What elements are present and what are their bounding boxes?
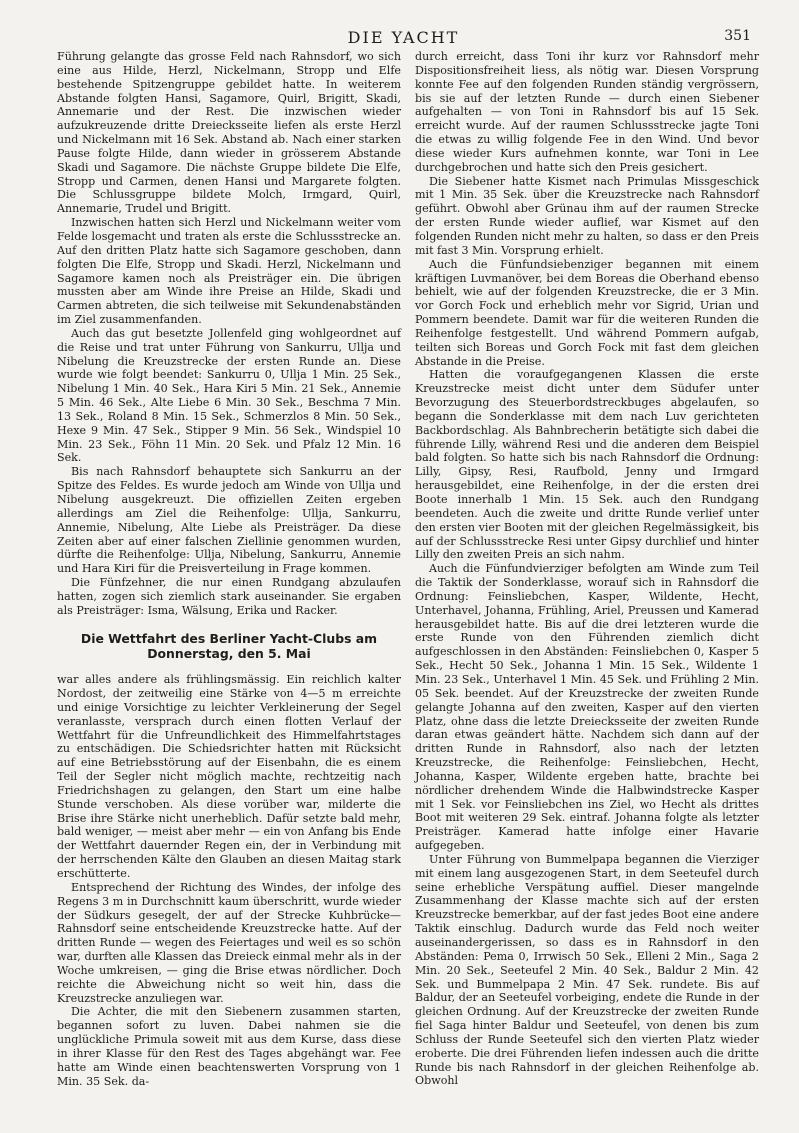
paragraph: war alles andere als frühlingsmässig. Ein reichlich kalter Nordost, der zeitweilig eine Stärke von 4—5 m erreichte und einige Vorsichtige zu leichter Verkleinerung der Segel veranlasste, versprach durch einen flotten Verlauf der Wettfahrt für die Unfreundlichkeit des Himmelfahrtstages zu entschädigen. Die Schiedsrichter hatten mit Rücksicht auf eine Betriebsstörung auf der Eisenbahn, die es einem Teil der Segler nicht möglich machte, rechtzeitig nach Friedrichshagen zu gelangen, den Start um eine halbe Stunde verschoben. Als diese vorüber war, milderte die Brise ihre Stärke nicht unerheblich. Dafür setzte bald mehr, bald weniger, — meist aber mehr — ein von Anfang bis Ende der Wettfahrt dauernder Regen ein, der in Verbindung mit der herrschenden Kälte den Glauben an diesen Maitag stark erschütterte. <box>57 673 401 880</box>
paragraph: durch erreicht, dass Toni ihr kurz vor Rahnsdorf mehr Dispositionsfreiheit liess, als nötig war. Diesen Vorsprung konnte Fee auf den folgenden Runden ständig vergrössern, bis sie auf der letzten Runde — durch einen Siebener aufgehalten — von Toni in Rahnsdorf bis auf 15 Sek. erreicht wurde. Auf der raumen Schlussstrecke jagte Toni die etwas zu willig folgende Fee in den Wind. Und bevor diese wieder Kurs aufnehmen konnte, war Toni in Lee durchgebrochen und hatte sich den Preis gesichert. <box>415 50 759 174</box>
paragraph: Auch das gut besetzte Jollenfeld ging wohlgeordnet auf die Reise und trat unter Führung von Sankurru, Ullja und Nibelung die Kreuzstrecke der ersten Runde an. Diese wurde wie folgt beendet: Sankurru 0, Ullja 1 Min. 25 Sek., Nibelung 1 Min. 40 Sek., Hara Kiri 5 Min. 21 Sek., Annemie 5 Min. 46 Sek., Alte Liebe 6 Min. 30 Sek., Beschma 7 Min. 13 Sek., Roland 8 Min. 15 Sek., Schmerzlos 8 Min. 50 Sek., Hexe 9 Min. 47 Sek., Stipper 9 Min. 56 Sek., Windspiel 10 Min. 23 Sek., Föhn 11 Min. 20 Sek. und Pfalz 12 Min. 16 Sek. <box>57 326 401 465</box>
right-column <box>415 50 759 1088</box>
paragraph: Die Achter, die mit den Siebenern zusammen starten, begannen sofort zu luven. Dabei nahmen sie die unglückliche Primula soweit mit aus dem Kurse, dass diese in ihrer Klasse für den Rest des Tages abgehängt war. Fee hatte am Winde einen beachtenswerten Vorsprung von 1 Min. 35 Sek. da- <box>57 1005 401 1088</box>
running-title: DIE YACHT <box>347 28 460 47</box>
page-number: 351 <box>724 28 751 44</box>
paragraph: Auch die Fünfundsiebenziger begannen mit einem kräftigen Luvmanöver, bei dem Boreas die Oberhand ebenso behielt, wie auf der folgenden Kreuzstrecke, die er 3 Min. vor Gorch Fock und erheblich mehr vor Sigrid, Urian und Pommern beendete. Damit war für die weiteren Runden die Reihenfolge festgestellt. Und während Pommern aufgab, teilten sich Boreas und Gorch Fock mit fast dem gleichen Abstande in die Preise. <box>415 257 759 368</box>
paragraph: Die Siebener hatte Kismet nach Primulas Missgeschick mit 1 Min. 35 Sek. über die Kreuzstrecke nach Rahnsdorf geführt. Obwohl aber Grünau ihm auf der raumen Strecke der ersten Runde wieder auflief, war Kismet auf den folgenden Runden nicht mehr zu halten, so dass er den Preis mit fast 3 Min. Vorsprung erhielt. <box>415 174 759 257</box>
paragraph: Hatten die voraufgegangenen Klassen die erste Kreuzstrecke meist dicht unter dem Südufer unter Bevorzugung des Steuerbordstreckbuges abgelaufen, so begann die Sonderklasse mit dem nach Luv gerichteten Backbordschlag. Als Bahnbrecherin betätigte sich dabei die führende Lilly, während Resi und die anderen dem Beispiel bald folgten. So hatte sich bis nach Rahnsdorf die Ordnung: Lilly, Gipsy, Resi, Raufbold, Jenny und Irmgard herausgebildet, eine Reihenfolge, in der die ersten drei Boote innerhalb 1 Min. 15 Sek. auch den Rundgang beendeten. Auch die zweite und dritte Runde verlief unter den ersten vier Booten mit der gleichen Regelmässigkeit, bis auf der Schlussstrecke Resi unter Gipsy durchlief und hinter Lilly den zweiten Preis an sich nahm. <box>415 368 759 562</box>
paragraph: Entsprechend der Richtung des Windes, der infolge des Regens 3 m in Durchschnitt kaum überschritt, wurde wieder der Südkurs gesegelt, der auf der Strecke Kuhbrücke—Rahnsdorf seine entscheidende Kreuzstrecke hatte. Auf der dritten Runde — wegen des Feiertages und weil es so schön war, durften alle Klassen das Dreieck einmal mehr als in der Woche umkreisen, — ging die Brise etwas nördlicher. Doch reichte die Abweichung nicht so weit hin, dass die Kreuzstrecke anzuliegen war. <box>57 880 401 1005</box>
paragraph: Führung gelangte das grosse Feld nach Rahnsdorf, wo sich eine aus Hilde, Herzl, Nickelmann, Stropp und Elfe bestehende Spitzengruppe gebildet hatte. In weiterem Abstande folgten Hansi, Sagamore, Quirl, Brigitt, Skadi, Annemarie und der Rest. Die inzwischen wieder aufzukreuzende dritte Dreiecksseite liefen als erste Herzl und Nickelmann mit 16 Sek. Abstand ab. Nach einer starken Pause folgte Hilde, dann wieder in grösserem Abstande Skadi und Sagamore. Die nächste Gruppe bildete Die Elfe, Stropp und Carmen, denen Hansi und Margarete folgten. Die Schlussgruppe bildete Molch, Irmgard, Quirl, Annemarie, Trudel und Brigitt. <box>57 50 401 216</box>
paragraph: Bis nach Rahnsdorf behauptete sich Sankurru an der Spitze des Feldes. Es wurde jedoch am Winde von Ullja und Nibelung ausgekreuzt. Die offiziellen Zeiten ergeben allerdings am Ziel die Reihenfolge: Ullja, Sankurru, Annemie, Nibelung, Alte Liebe als Preisträger. Da diese Zeiten aber auf einer falschen Ziellinie genommen wurden, dürfte die Reihenfolge: Ullja, Nibelung, Sankurru, Annemie und Hara Kiri für die Preisverteilung in Frage kommen. <box>57 465 401 576</box>
section-heading: Die Wettfahrt des Berliner Yacht-Clubs am Donnerstag, den 5. Mai <box>80 630 378 662</box>
paragraph: Die Fünfzehner, die nur einen Rundgang abzulaufen hatten, zogen sich ziemlich stark auseinander. Sie ergaben als Preisträger: Isma, Wälsung, Erika und Racker. <box>57 576 401 617</box>
paragraph: Unter Führung von Bummelpapa begannen die Vierziger mit einem lang ausgezogenen Start, in dem Seeteufel durch seine erhebliche Verspätung auffiel. Dieser mangelnde Zusammenhang der Klasse machte sich auf der ersten Kreuzstrecke bemerkbar, auf der fast jedes Boot eine andere Taktik einschlug. Dadurch wurde das Feld noch weiter auseinandergerissen, so dass es in Rahnsdorf in den Abständen: Pema 0, Irrwisch 50 Sek., Elleni 2 Min., Saga 2 Min. 20 Sek., Seeteufel 2 Min. 40 Sek., Baldur 2 Min. 42 Sek. und Bummelpapa 2 Min. 47 Sek. rundete. Bis auf Baldur, der an Seeteufel vorbeiging, endete die Runde in der gleichen Ordnung. Auf der Kreuzstrecke der zweiten Runde fiel Saga hinter Baldur und Seeteufel, von denen bis zum Schluss der Runde Seeteufel sich den vierten Platz wieder eroberte. Die drei Führenden liefen indessen auch die dritte Runde bis nach Rahnsdorf in der gleichen Reihenfolge ab. Obwohl <box>415 852 759 1088</box>
paragraph: Inzwischen hatten sich Herzl und Nickelmann weiter vom Felde losgemacht und traten als erste die Schlussstrecke an. Auf den dritten Platz hatte sich Sagamore geschoben, dann folgten Die Elfe, Stropp und Skadi. Herzl, Nickelmann und Sagamore kamen noch als Preisträger ein. Die übrigen mussten aber am Winde ihre Preise an Hilde, Skadi und Carmen abtreten, die sich teilweise mit Sekundenabständen im Ziel zusammenfanden. <box>57 216 401 327</box>
left-column <box>57 50 401 1089</box>
paragraph: Auch die Fünfundvierziger befolgten am Winde zum Teil die Taktik der Sonderklasse, worauf sich in Rahnsdorf die Ordnung: Feinsliebchen, Kasper, Wildente, Hecht, Unterhavel, Johanna, Frühling, Ariel, Preussen und Kamerad herausgebildet hatte. Bis auf die drei letzteren wurde die erste Runde von den Führenden ziemlich dicht aufgeschlossen in den Abständen: Feinsliebchen 0, Kasper 5 Sek., Hecht 50 Sek., Johanna 1 Min. 15 Sek., Wildente 1 Min. 23 Sek., Unterhavel 1 Min. 45 Sek. und Frühling 2 Min. 05 Sek. beendet. Auf der Kreuzstrecke der zweiten Runde gelangte Johanna auf den zweiten, Kasper auf den vierten Platz, ohne dass die letzte Dreiecksseite der zweiten Runde daran etwas geändert hätte. Nachdem sich dann auf der dritten Runde in Rahnsdorf, also nach der letzten Kreuzstrecke, die Reihenfolge: Feinsliebchen, Hecht, Johanna, Kasper, Wildente ergeben hatte, brachte bei nördlicher drehendem Winde die Halbwindstrecke Kasper mit 1 Sek. vor Feinsliebchen ins Ziel, wo Hecht als drittes Boot mit weiteren 29 Sek. eintraf. Johanna folgte als letzter Preisträger. Kamerad hatte infolge einer Havarie aufgegeben. <box>415 562 759 853</box>
